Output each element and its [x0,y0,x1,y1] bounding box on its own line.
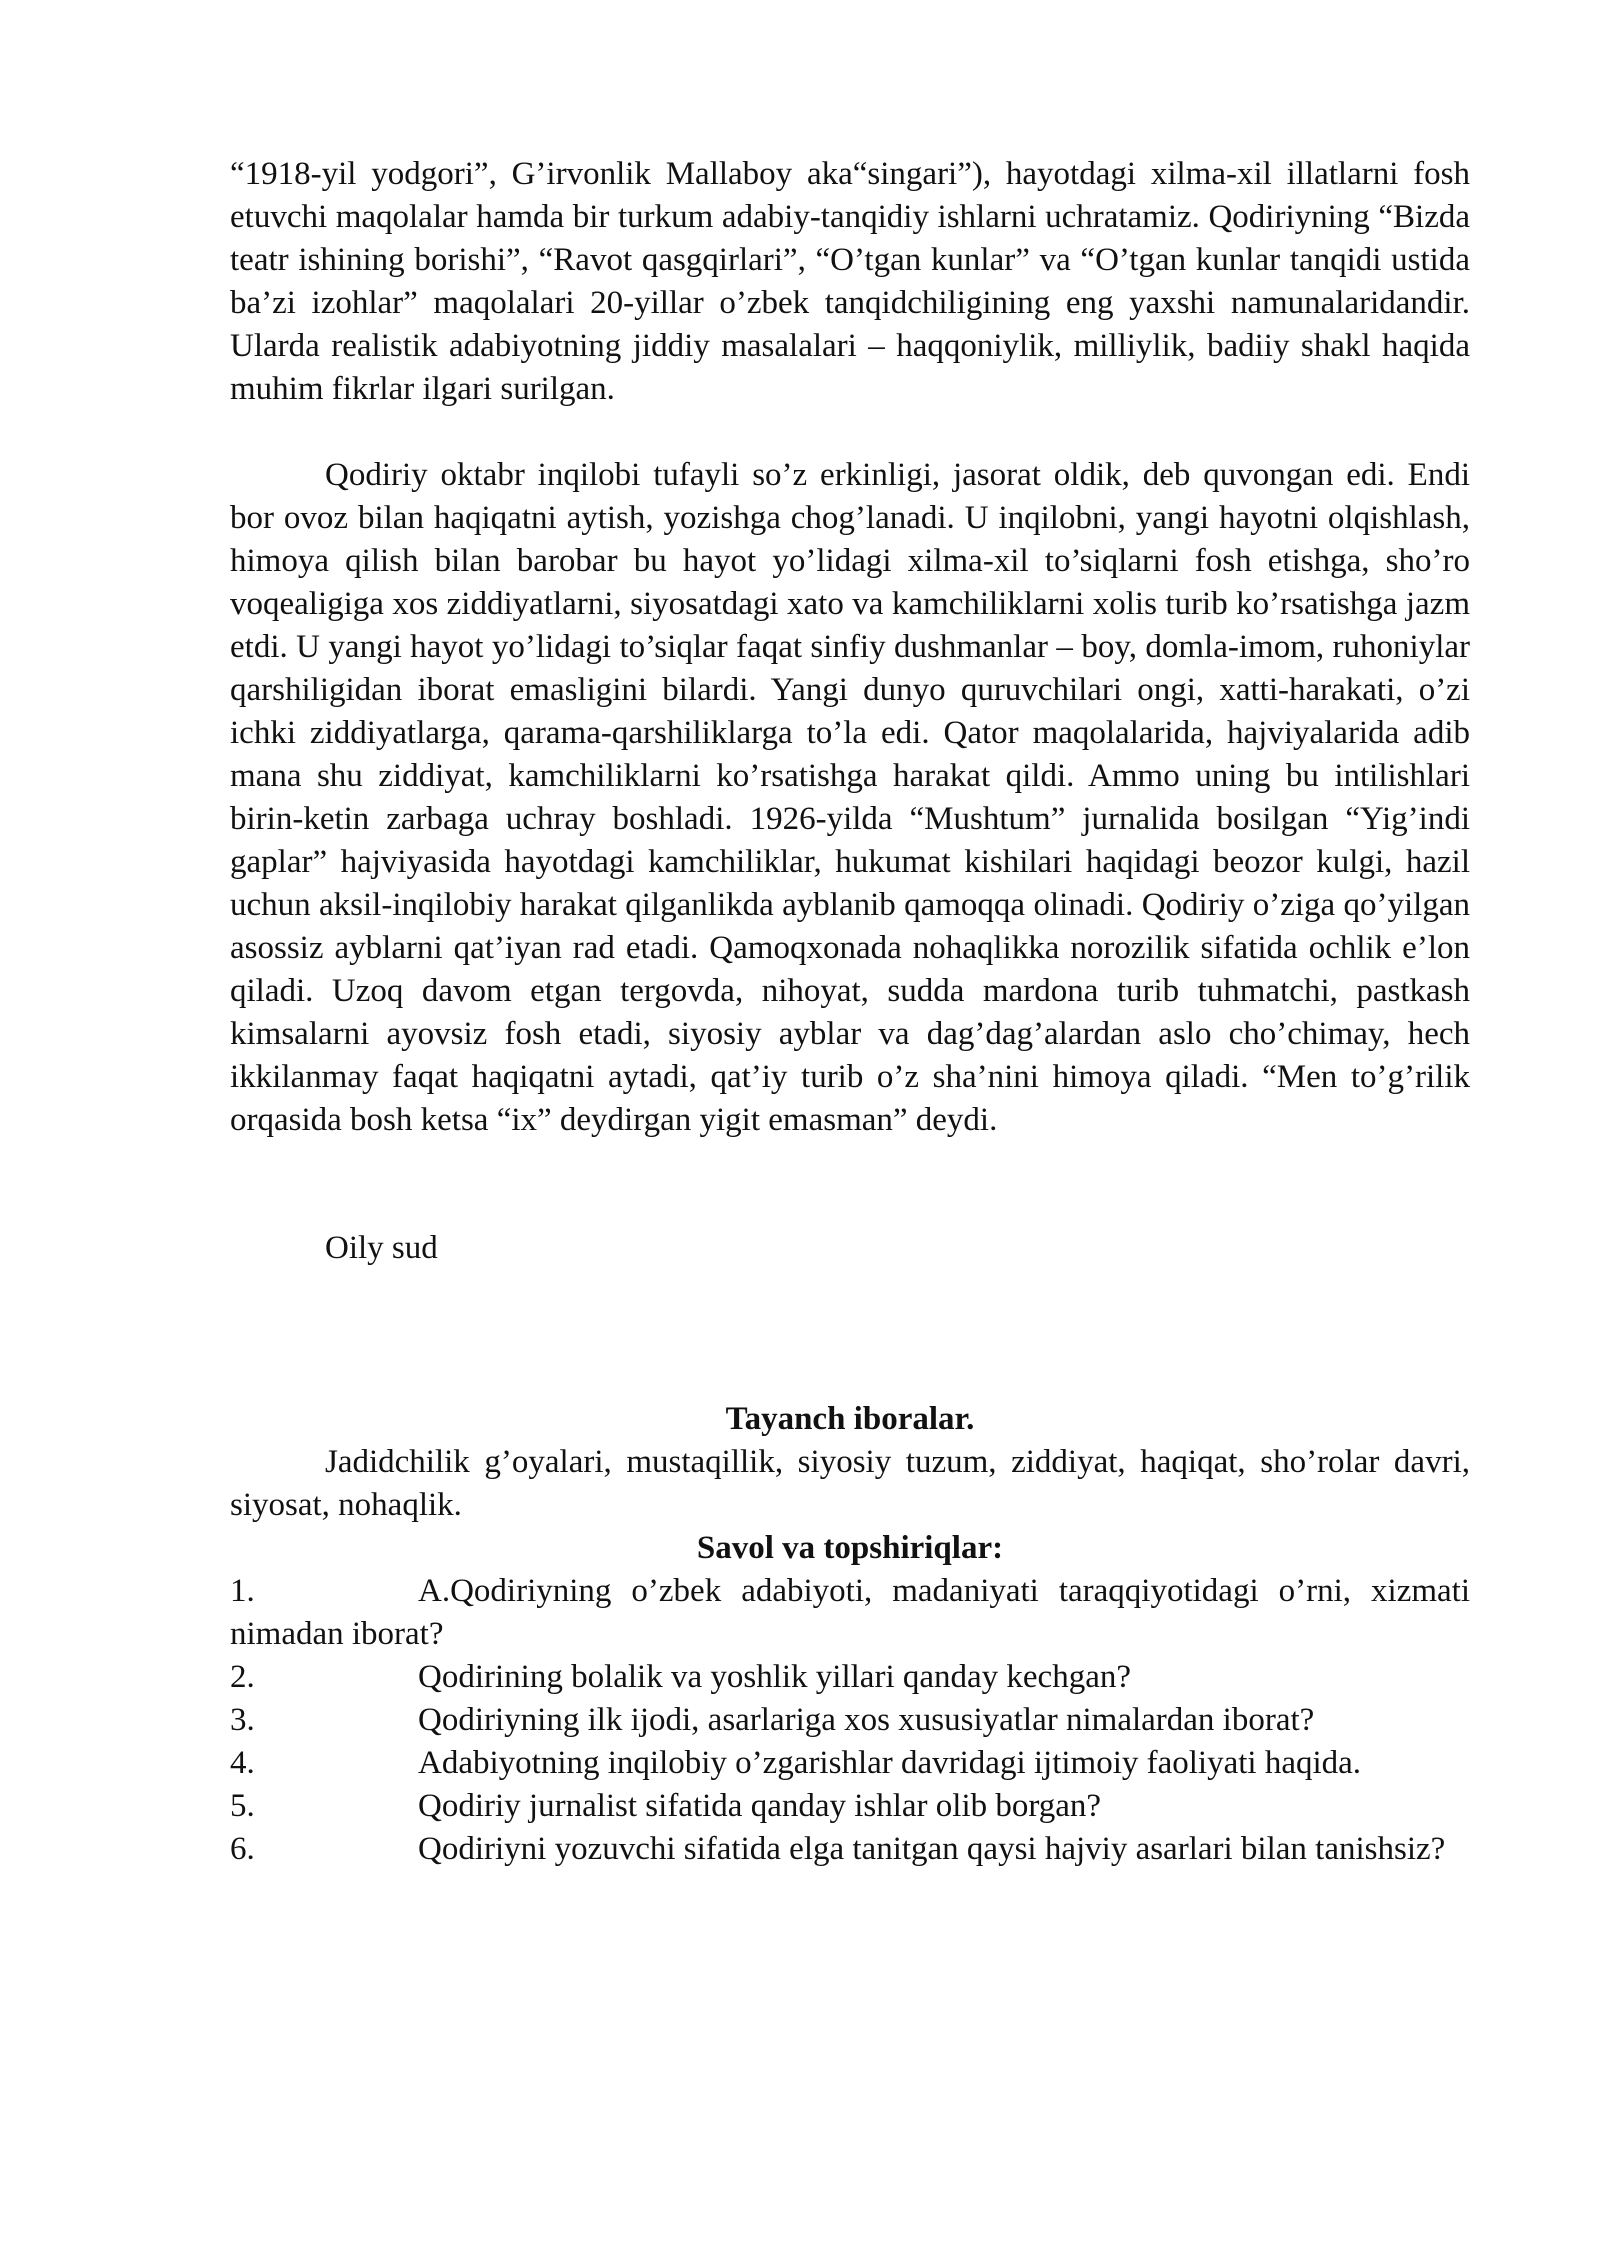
question-text: Adabiyotning inqilobiy o’zgarishlar davridagi ijtimoiy faoliyati haqida. [418,1745,1362,1781]
body-paragraph: Oily sud [325,1230,438,1266]
question-text: Qodirining bolalik va yoshlik yillari qanday kechgan? [418,1659,1131,1695]
question-text: Qodiriyning ilk ijodi, asarlariga xos xususiyatlar nimalardan iborat? [418,1702,1315,1738]
questions-heading: Savol va topshiriqlar: [696,1530,1004,1566]
question-item [230,1828,1470,1871]
question-item [230,1742,1470,1785]
key-terms-heading: Tayanch iboralar. [725,1401,975,1437]
question-text: Qodiriy jurnalist sifatida qanday ishlar olib borgan? [418,1788,1102,1824]
question-item [230,1699,1470,1742]
question-item [230,1570,1470,1656]
question-text: A.Qodiriyning o’zbek adabiyoti, madaniyati taraqqiyotidagi o’rni, xizmati nimadan iborat? [230,1573,1470,1652]
question-item [230,1785,1470,1828]
question-number: 2. [230,1659,255,1695]
question-number: 3. [230,1702,255,1738]
body-paragraph: Qodiriy oktabr inqilobi tufayli so’z erkinligi, jasorat oldik, deb quvongan edi. Endi bor ovoz bilan haqiqatni aytish, yozishga chog’lanadi. U inqilobni, yangi hayotni olqishlash, himoya qilish bilan barobar bu hayot yo’lidagi xilma-xil to’siqlarni fosh etishga, sho’ro voqealigiga xos ziddiyatlarni, siyosatdagi xato va kamchiliklarni xolis turib ko’rsatishga jazm etdi. U yangi hayot yo’lidagi to’siqlar faqat sinfiy dushmanlar – boy, domla-imom, ruhoniylar qarshiligidan iborat emasligini bilardi. Yangi dunyo quruvchilari ongi, xatti-harakati, o’zi ichki ziddiyatlarga, qarama-qarshiliklarga to’la edi. Qator maqolalarida, hajviyalarida adib mana shu ziddiyat, kamchiliklarni ko’rsatishga harakat qildi. Ammo uning bu intilishlari birin-ketin zarbaga uchray boshladi. 1926-yilda “Mushtum” jurnalida bosilgan “Yig’indi gaplar” hajviyasida hayotdagi kamchiliklar, hukumat kishilari haqidagi beozor kulgi, hazil uchun aksil-inqilobiy harakat qilganlikda ayblanib qamoqqa olinadi. Qodiriy o’ziga qo’yilgan asossiz ayblarni qat’iyan rad etadi. Qamoqxonada nohaqlikka norozilik sifatida ochlik e’lon qiladi. Uzoq davom etgan tergovda, nihoyat, sudda mardona turib tuhmatchi, pastkash kimsalarni ayovsiz fosh etadi, siyosiy ayblar va dag’dag’alardan aslo cho’chimay, hech ikkilanmay faqat haqiqatni aytadi, qat’iy turib o’z sha’nini himoya qiladi. “Men to’g’rilik orqasida bosh ketsa “ix” deydirgan yigit emasman” deydi. [230,457,1470,1138]
question-item [230,1656,1470,1699]
questions-list [230,1570,1470,1871]
question-number: 1. [230,1573,255,1609]
question-text: Qodiriyni yozuvchi sifatida elga tanitgan qaysi hajviy asarlari bilan tanishsiz? [418,1831,1446,1867]
question-number: 5. [230,1788,255,1824]
key-terms-paragraph: Jadidchilik g’oyalari, mustaqillik, siyosiy tuzum, ziddiyat, haqiqat, sho’rolar davri, siyosat, nohaqlik. [230,1444,1470,1523]
body-paragraph: “1918-yil yodgori”, G’irvonlik Mallaboy aka“singari”), hayotdagi xilma-xil illatlarni fosh etuvchi maqolalar hamda bir turkum adabiy-tanqidiy ishlarni uchratamiz. Qodiriyning “Bizda teatr ishining borishi”, “Ravot qasgqirlari”, “O’tgan kunlar” va “O’tgan kunlar tanqidi ustida ba’zi izohlar” maqolalari 20-yillar o’zbek tanqidchiligining eng yaxshi namunalaridandir. Ularda realistik adabiyotning jiddiy masalalari – haqqoniylik, milliylik, badiiy shakl haqida muhim fikrlar ilgari surilgan. [230,156,1470,407]
question-number: 6. [230,1831,255,1867]
question-number: 4. [230,1745,255,1781]
